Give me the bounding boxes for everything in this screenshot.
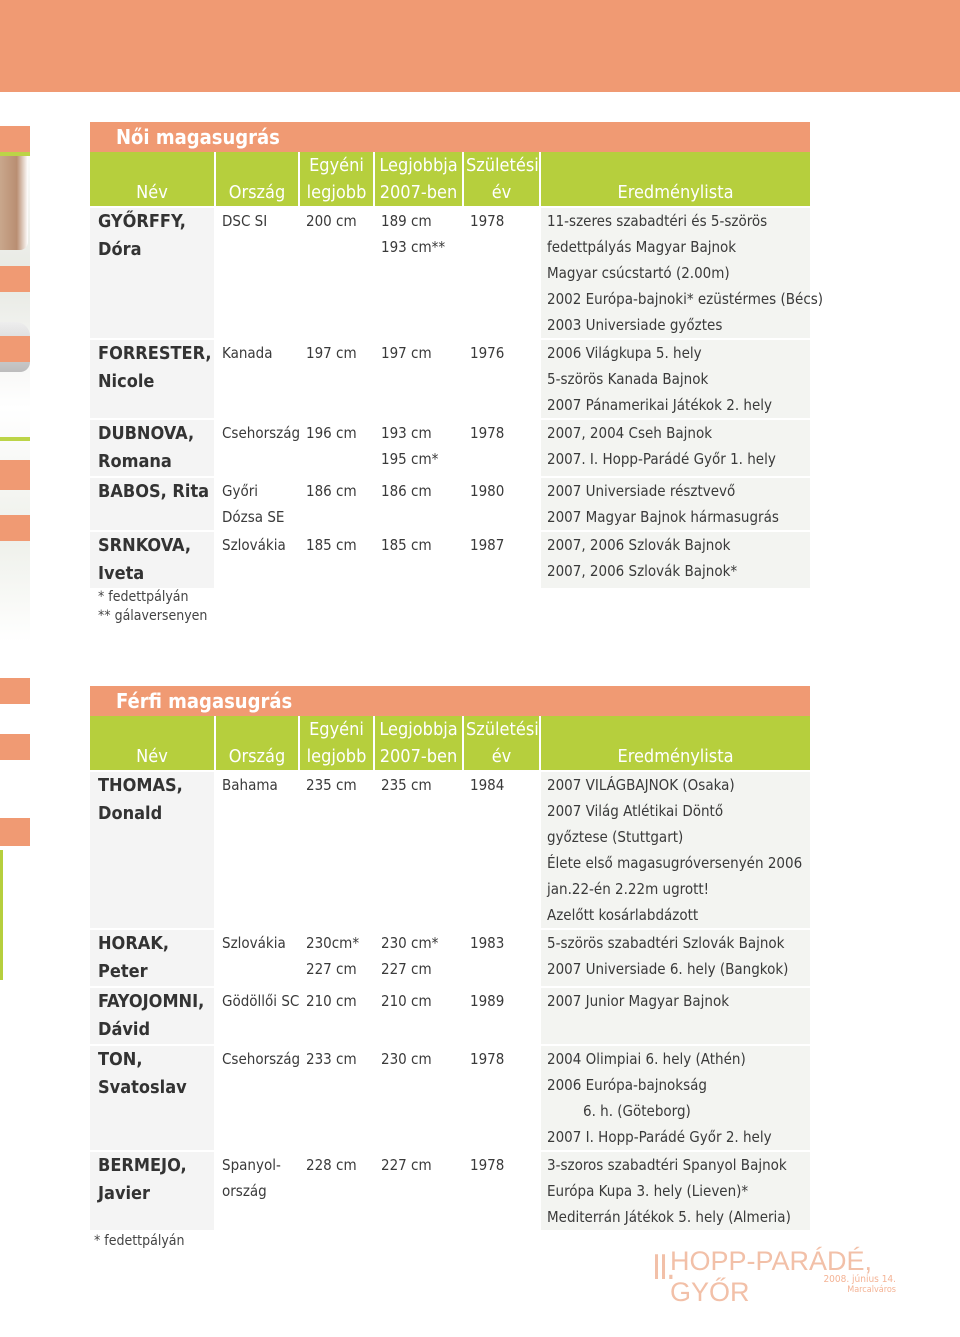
table-row: [90, 928, 810, 986]
athlete-name: DUBNOVA, Romana: [90, 418, 214, 476]
table-row: [90, 1150, 810, 1230]
athlete-country: Gödöllői SC: [214, 986, 298, 1044]
decor-line: [0, 850, 3, 980]
athlete-country: Csehország: [214, 1044, 298, 1150]
col-header-country: Ország: [214, 716, 298, 770]
footnote: * fedettpályán: [94, 1233, 185, 1249]
athlete-birth: 1976: [462, 338, 539, 418]
col-header-results: Eredménylista: [539, 152, 810, 206]
decor-square: [0, 266, 30, 292]
athlete-results: 5-szörös szabadtéri Szlovák Bajnok 2007 Universiade 6. hely (Bangkok): [539, 928, 810, 986]
decor-square: [0, 678, 30, 704]
athlete-pb: 185 cm: [298, 530, 373, 588]
men-header-row: [90, 716, 810, 770]
decor-square: [0, 460, 30, 490]
athlete-best2007: 210 cm: [373, 986, 462, 1044]
table-row: [90, 206, 810, 338]
athlete-best2007: 227 cm: [373, 1150, 462, 1230]
athlete-birth: 1978: [462, 1150, 539, 1230]
table-row: [90, 338, 810, 418]
athlete-name: FAYOJOMNI, Dávid: [90, 986, 214, 1044]
col-header-pb: Egyéni legjobb: [298, 152, 373, 206]
col-header-name: Név: [90, 716, 214, 770]
footnote: * fedettpályán: [98, 589, 189, 605]
decor-square: [0, 336, 30, 362]
athlete-results: 2006 Világkupa 5. hely 5-szörös Kanada Bajnok 2007 Pánamerikai Játékok 2. hely: [539, 338, 810, 418]
athlete-results: 3-szoros szabadtéri Spanyol Bajnok Európa Kupa 3. hely (Lieven)* Mediterrán Játékok 5. hely (Almeria): [539, 1150, 810, 1230]
table-row: [90, 418, 810, 476]
men-section-title: Férfi magasugrás: [90, 686, 810, 716]
athlete-name: FORRESTER, Nicole: [90, 338, 214, 418]
athlete-country: DSC SI: [214, 206, 298, 338]
athlete-name: THOMAS, Donald: [90, 770, 214, 928]
col-header-country: Ország: [214, 152, 298, 206]
athlete-country: Szlovákia: [214, 928, 298, 986]
women-section-title: Női magasugrás: [90, 122, 810, 152]
logo-date: 2008. június 14.: [823, 1274, 896, 1285]
athlete-best2007: 235 cm: [373, 770, 462, 928]
athlete-results: 2007, 2004 Cseh Bajnok 2007. I. Hopp-Parádé Győr 1. hely: [539, 418, 810, 476]
logo-numeral: II.: [652, 1248, 674, 1288]
col-header-name: Név: [90, 152, 214, 206]
decor-square: [0, 515, 30, 541]
athlete-name: TON, Svatoslav: [90, 1044, 214, 1150]
decor-square: [0, 126, 30, 152]
athlete-birth: 1989: [462, 986, 539, 1044]
table-row: [90, 986, 810, 1044]
women-header-row: [90, 152, 810, 206]
men-table: [90, 716, 810, 1230]
athlete-country: Spanyol- ország: [214, 1150, 298, 1230]
women-section: [90, 122, 824, 626]
athlete-pb: 200 cm: [298, 206, 373, 338]
logo-name: HOPP-PARÁDÉ, GYŐR: [670, 1246, 873, 1307]
athlete-birth: 1984: [462, 770, 539, 928]
athlete-birth: 1978: [462, 1044, 539, 1150]
table-row: [90, 770, 810, 928]
decor-bar: [0, 437, 30, 441]
athlete-country: Győri Dózsa SE: [214, 476, 298, 530]
women-table: [90, 152, 824, 588]
athlete-best2007: 197 cm: [373, 338, 462, 418]
athlete-results: 2004 Olimpiai 6. hely (Athén) 2006 Európa-bajnokság 6. h. (Göteborg) 2007 I. Hopp-Parádé Győr 2. hely: [539, 1044, 810, 1150]
athlete-birth: 1983: [462, 928, 539, 986]
athlete-name: GYŐRFFY, Dóra: [90, 206, 214, 338]
athlete-birth: 1980: [462, 476, 539, 530]
decor-square: [0, 818, 30, 846]
logo-place: Marcalváros: [847, 1285, 896, 1295]
athlete-country: Csehország: [214, 418, 298, 476]
decor-square: [0, 734, 30, 760]
athlete-results: 2007 VILÁGBAJNOK (Osaka) 2007 Világ Atlétikai Döntő győztese (Stuttgart) Élete első magasugróversenyén 2006 jan.22-én 2.22m ugrott! Azelőtt kosárlabdázott: [539, 770, 810, 928]
athlete-pb: 230cm* 227 cm: [298, 928, 373, 986]
col-header-pb: Egyéni legjobb: [298, 716, 373, 770]
table-row: [90, 476, 810, 530]
athlete-pb: 228 cm: [298, 1150, 373, 1230]
table-row: [90, 530, 810, 588]
athlete-name: BERMEJO, Javier: [90, 1150, 214, 1230]
col-header-birth: Születési év: [462, 716, 539, 770]
athlete-results: 2007 Junior Magyar Bajnok: [539, 986, 810, 1044]
athlete-name: BABOS, Rita: [90, 476, 214, 530]
footnote: ** gálaversenyen: [98, 608, 208, 624]
col-header-birth: Születési év: [462, 152, 539, 206]
athlete-pb: 197 cm: [298, 338, 373, 418]
athlete-pb: 235 cm: [298, 770, 373, 928]
athlete-pb: 186 cm: [298, 476, 373, 530]
men-section: [90, 686, 810, 1251]
athlete-country: Kanada: [214, 338, 298, 418]
col-header-results: Eredménylista: [539, 716, 810, 770]
athlete-pb: 196 cm: [298, 418, 373, 476]
athlete-birth: 1978: [462, 206, 539, 338]
athlete-name: HORAK, Peter: [90, 928, 214, 986]
athlete-best2007: 185 cm: [373, 530, 462, 588]
athlete-country: Bahama: [214, 770, 298, 928]
athlete-best2007: 230 cm: [373, 1044, 462, 1150]
athlete-best2007: 230 cm* 227 cm: [373, 928, 462, 986]
athlete-photo-strip: [0, 122, 30, 642]
decor-bar: [0, 152, 30, 156]
athlete-country: Szlovákia: [214, 530, 298, 588]
athlete-best2007: 189 cm 193 cm**: [373, 206, 462, 338]
col-header-best2007: Legjobbja 2007-ben: [373, 152, 462, 206]
top-decor-band: [0, 0, 960, 92]
event-logo: [652, 1244, 902, 1307]
athlete-pb: 210 cm: [298, 986, 373, 1044]
athlete-results: 2007 Universiade résztvevő 2007 Magyar Bajnok hármasugrás: [539, 476, 810, 530]
athlete-pb: 233 cm: [298, 1044, 373, 1150]
athlete-results: 11-szeres szabadtéri és 5-szörös fedettpályás Magyar Bajnok Magyar csúcstartó (2.00m) 2002 Európa-bajnoki* ezüstérmes (Bécs) 2003 Universiade győztes: [539, 206, 810, 338]
athlete-birth: 1987: [462, 530, 539, 588]
athlete-best2007: 186 cm: [373, 476, 462, 530]
table-row: [90, 1044, 810, 1150]
athlete-name: SRNKOVA, Iveta: [90, 530, 214, 588]
athlete-best2007: 193 cm 195 cm*: [373, 418, 462, 476]
athlete-birth: 1978: [462, 418, 539, 476]
col-header-best2007: Legjobbja 2007-ben: [373, 716, 462, 770]
athlete-results: 2007, 2006 Szlovák Bajnok 2007, 2006 Szlovák Bajnok*: [539, 530, 810, 588]
